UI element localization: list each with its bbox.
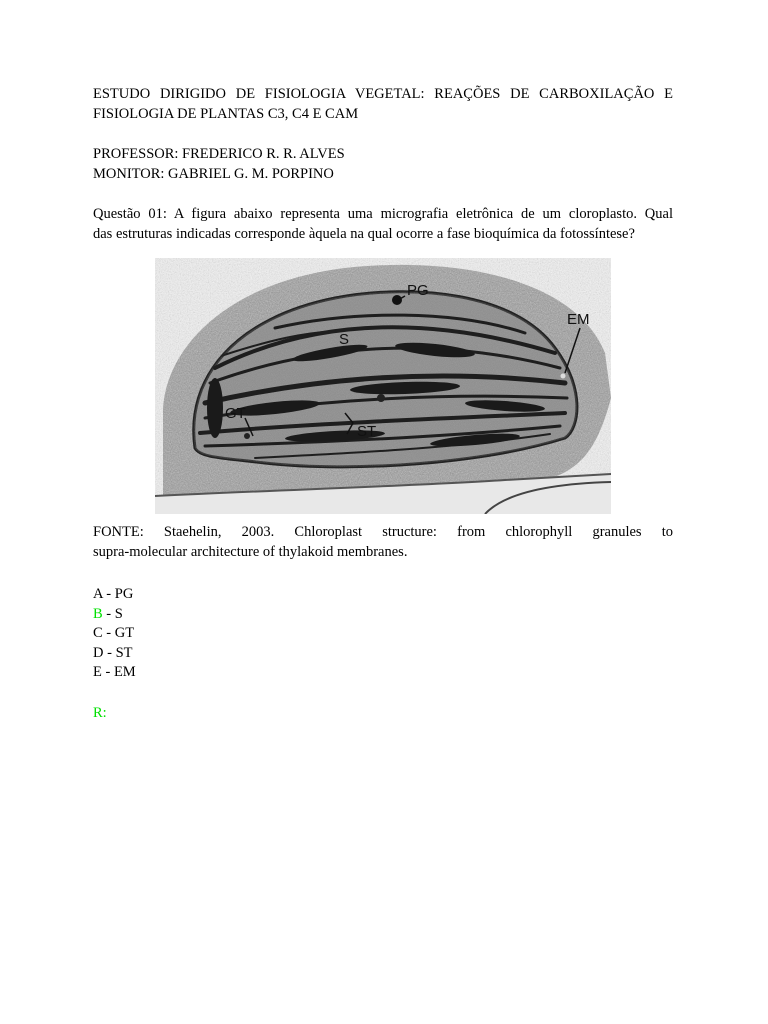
source-line-1: FONTE: Staehelin, 2003. Chloroplast structure: from chlorophyll granules to [93, 524, 673, 540]
option-e-letter: E [93, 664, 102, 680]
option-e-text: - EM [101, 664, 136, 680]
option-d-text: - ST [103, 644, 133, 661]
option-a-text: - PG [102, 586, 134, 602]
option-c-letter: C [93, 625, 103, 641]
chloroplast-micrograph [155, 258, 611, 514]
figure-label-s: S [339, 331, 350, 348]
answer-options [93, 585, 673, 683]
question-line-2: das estruturas indicadas corresponde àquela na qual ocorre a fase bioquímica da fotossíntese? [93, 226, 635, 242]
option-b-text: - S [102, 605, 123, 622]
option-b-letter: B [93, 605, 103, 622]
option-b [93, 605, 673, 625]
figure-label-st: ST [357, 423, 377, 440]
answer-label: R: [93, 704, 107, 721]
micrograph-image [155, 258, 611, 514]
figure-label-gt: GT [225, 405, 246, 422]
document-page [93, 84, 673, 723]
source-line-2: supra-molecular architecture of thylakoid membranes. [93, 544, 408, 560]
option-c [93, 624, 673, 644]
option-a [93, 585, 673, 605]
monitor-line: MONITOR: GABRIEL G. M. PORPINO [93, 166, 334, 182]
option-d-letter: D [93, 644, 104, 661]
figure-label-pg: PG [407, 282, 429, 299]
title-line-2: FISIOLOGIA DE PLANTAS C3, C4 E CAM [93, 106, 359, 122]
option-d [93, 644, 673, 664]
title-line-1: ESTUDO DIRIGIDO DE FISIOLOGIA VEGETAL: REAÇÕES DE CARBOXILAÇÃO E [93, 86, 673, 102]
document-title [93, 84, 673, 124]
option-a-letter: A [93, 586, 103, 602]
professor-line: PROFESSOR: FREDERICO R. R. ALVES [93, 146, 345, 162]
option-c-text: - GT [102, 625, 135, 641]
figure-source [93, 522, 673, 562]
question-text [93, 204, 673, 244]
figure-label-em: EM [567, 311, 590, 328]
question-line-1: Questão 01: A figura abaixo representa uma micrografia eletrônica de um cloroplasto. Qual [93, 206, 673, 222]
option-e [93, 663, 673, 683]
